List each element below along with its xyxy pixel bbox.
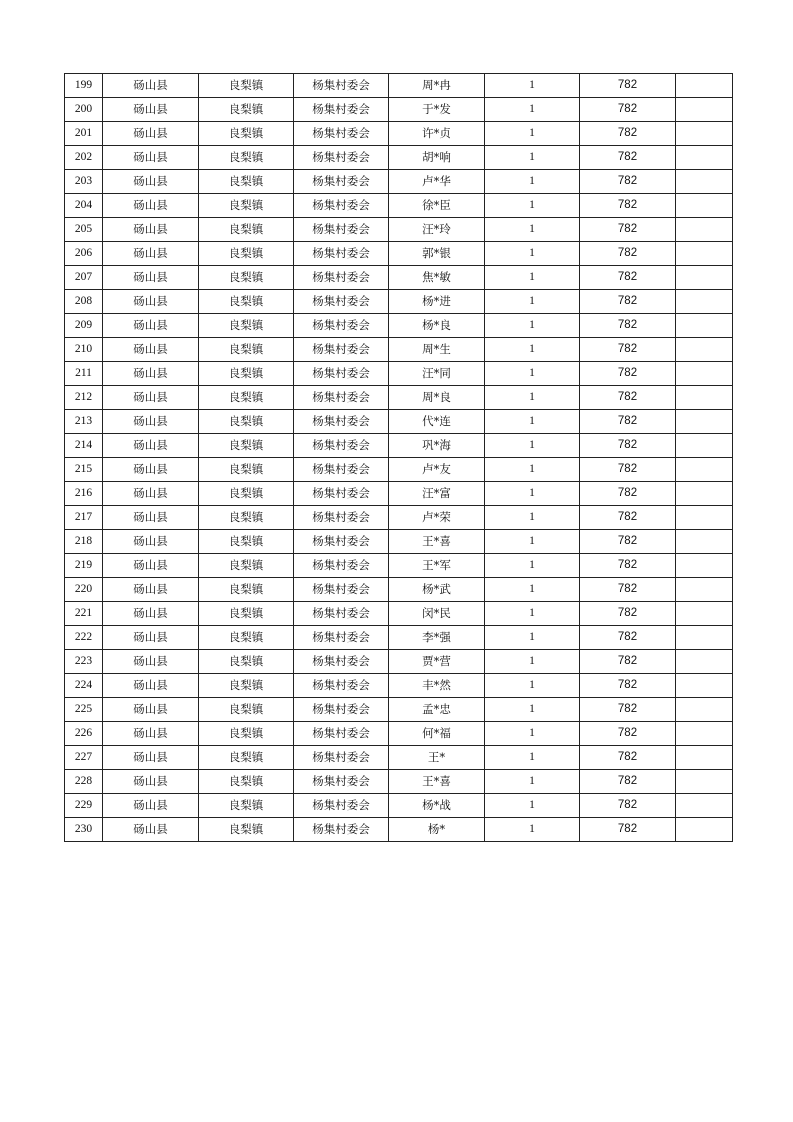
row-number-cell: 209 xyxy=(65,314,103,338)
person-name-cell: 于*发 xyxy=(389,98,485,122)
village-cell: 杨集村委会 xyxy=(294,506,389,530)
village-cell: 杨集村委会 xyxy=(294,458,389,482)
table-row xyxy=(65,698,733,722)
amount-cell: 782 xyxy=(580,266,676,290)
note-cell xyxy=(676,170,733,194)
amount-cell: 782 xyxy=(580,506,676,530)
person-name-cell: 许*贞 xyxy=(389,122,485,146)
row-number-cell: 215 xyxy=(65,458,103,482)
county-cell: 砀山县 xyxy=(103,794,199,818)
table-row xyxy=(65,554,733,578)
person-name-cell: 卢*友 xyxy=(389,458,485,482)
town-cell: 良梨镇 xyxy=(199,314,294,338)
town-cell: 良梨镇 xyxy=(199,650,294,674)
county-cell: 砀山县 xyxy=(103,146,199,170)
row-number-cell: 211 xyxy=(65,362,103,386)
note-cell xyxy=(676,578,733,602)
village-cell: 杨集村委会 xyxy=(294,362,389,386)
person-name-cell: 汪*富 xyxy=(389,482,485,506)
count-cell: 1 xyxy=(485,410,580,434)
note-cell xyxy=(676,650,733,674)
town-cell: 良梨镇 xyxy=(199,218,294,242)
town-cell: 良梨镇 xyxy=(199,578,294,602)
county-cell: 砀山县 xyxy=(103,434,199,458)
row-number-cell: 219 xyxy=(65,554,103,578)
person-name-cell: 周*生 xyxy=(389,338,485,362)
amount-cell: 782 xyxy=(580,482,676,506)
amount-cell: 782 xyxy=(580,794,676,818)
person-name-cell: 何*福 xyxy=(389,722,485,746)
amount-cell: 782 xyxy=(580,386,676,410)
count-cell: 1 xyxy=(485,578,580,602)
county-cell: 砀山县 xyxy=(103,818,199,842)
row-number-cell: 206 xyxy=(65,242,103,266)
row-number-cell: 225 xyxy=(65,698,103,722)
person-name-cell: 杨*良 xyxy=(389,314,485,338)
town-cell: 良梨镇 xyxy=(199,626,294,650)
county-cell: 砀山县 xyxy=(103,770,199,794)
note-cell xyxy=(676,722,733,746)
amount-cell: 782 xyxy=(580,458,676,482)
table-row xyxy=(65,314,733,338)
person-name-cell: 杨*进 xyxy=(389,290,485,314)
village-cell: 杨集村委会 xyxy=(294,218,389,242)
county-cell: 砀山县 xyxy=(103,410,199,434)
amount-cell: 782 xyxy=(580,122,676,146)
town-cell: 良梨镇 xyxy=(199,410,294,434)
town-cell: 良梨镇 xyxy=(199,242,294,266)
count-cell: 1 xyxy=(485,98,580,122)
row-number-cell: 201 xyxy=(65,122,103,146)
table-row xyxy=(65,242,733,266)
count-cell: 1 xyxy=(485,650,580,674)
table-row xyxy=(65,122,733,146)
table-row xyxy=(65,650,733,674)
village-cell: 杨集村委会 xyxy=(294,818,389,842)
county-cell: 砀山县 xyxy=(103,554,199,578)
count-cell: 1 xyxy=(485,74,580,98)
table-row xyxy=(65,722,733,746)
amount-cell: 782 xyxy=(580,818,676,842)
town-cell: 良梨镇 xyxy=(199,770,294,794)
count-cell: 1 xyxy=(485,362,580,386)
town-cell: 良梨镇 xyxy=(199,434,294,458)
person-name-cell: 汪*同 xyxy=(389,362,485,386)
person-name-cell: 王*喜 xyxy=(389,530,485,554)
table-row xyxy=(65,146,733,170)
row-number-cell: 210 xyxy=(65,338,103,362)
village-cell: 杨集村委会 xyxy=(294,410,389,434)
table-row xyxy=(65,458,733,482)
amount-cell: 782 xyxy=(580,578,676,602)
amount-cell: 782 xyxy=(580,722,676,746)
county-cell: 砀山县 xyxy=(103,218,199,242)
count-cell: 1 xyxy=(485,602,580,626)
table-row xyxy=(65,530,733,554)
table-row xyxy=(65,794,733,818)
town-cell: 良梨镇 xyxy=(199,338,294,362)
count-cell: 1 xyxy=(485,386,580,410)
count-cell: 1 xyxy=(485,218,580,242)
village-cell: 杨集村委会 xyxy=(294,98,389,122)
person-name-cell: 胡*响 xyxy=(389,146,485,170)
town-cell: 良梨镇 xyxy=(199,818,294,842)
count-cell: 1 xyxy=(485,794,580,818)
row-number-cell: 222 xyxy=(65,626,103,650)
town-cell: 良梨镇 xyxy=(199,266,294,290)
town-cell: 良梨镇 xyxy=(199,290,294,314)
count-cell: 1 xyxy=(485,698,580,722)
table-row xyxy=(65,746,733,770)
row-number-cell: 223 xyxy=(65,650,103,674)
village-cell: 杨集村委会 xyxy=(294,674,389,698)
county-cell: 砀山县 xyxy=(103,290,199,314)
table-row xyxy=(65,602,733,626)
county-cell: 砀山县 xyxy=(103,650,199,674)
note-cell xyxy=(676,74,733,98)
town-cell: 良梨镇 xyxy=(199,794,294,818)
village-cell: 杨集村委会 xyxy=(294,746,389,770)
village-cell: 杨集村委会 xyxy=(294,74,389,98)
village-cell: 杨集村委会 xyxy=(294,554,389,578)
row-number-cell: 217 xyxy=(65,506,103,530)
amount-cell: 782 xyxy=(580,98,676,122)
town-cell: 良梨镇 xyxy=(199,722,294,746)
row-number-cell: 229 xyxy=(65,794,103,818)
count-cell: 1 xyxy=(485,626,580,650)
village-cell: 杨集村委会 xyxy=(294,626,389,650)
town-cell: 良梨镇 xyxy=(199,386,294,410)
town-cell: 良梨镇 xyxy=(199,746,294,770)
village-cell: 杨集村委会 xyxy=(294,794,389,818)
person-name-cell: 徐*臣 xyxy=(389,194,485,218)
table-row xyxy=(65,386,733,410)
table-row xyxy=(65,818,733,842)
note-cell xyxy=(676,770,733,794)
note-cell xyxy=(676,482,733,506)
amount-cell: 782 xyxy=(580,674,676,698)
note-cell xyxy=(676,626,733,650)
person-name-cell: 闵*民 xyxy=(389,602,485,626)
amount-cell: 782 xyxy=(580,242,676,266)
amount-cell: 782 xyxy=(580,314,676,338)
table-row xyxy=(65,362,733,386)
amount-cell: 782 xyxy=(580,218,676,242)
count-cell: 1 xyxy=(485,242,580,266)
town-cell: 良梨镇 xyxy=(199,194,294,218)
count-cell: 1 xyxy=(485,746,580,770)
count-cell: 1 xyxy=(485,434,580,458)
village-cell: 杨集村委会 xyxy=(294,194,389,218)
note-cell xyxy=(676,218,733,242)
person-name-cell: 王*军 xyxy=(389,554,485,578)
county-cell: 砀山县 xyxy=(103,674,199,698)
person-name-cell: 丰*然 xyxy=(389,674,485,698)
person-name-cell: 卢*荣 xyxy=(389,506,485,530)
note-cell xyxy=(676,746,733,770)
row-number-cell: 227 xyxy=(65,746,103,770)
row-number-cell: 221 xyxy=(65,602,103,626)
village-cell: 杨集村委会 xyxy=(294,122,389,146)
village-cell: 杨集村委会 xyxy=(294,242,389,266)
village-cell: 杨集村委会 xyxy=(294,314,389,338)
note-cell xyxy=(676,506,733,530)
table-row xyxy=(65,770,733,794)
count-cell: 1 xyxy=(485,290,580,314)
count-cell: 1 xyxy=(485,506,580,530)
table-row xyxy=(65,410,733,434)
note-cell xyxy=(676,410,733,434)
village-cell: 杨集村委会 xyxy=(294,266,389,290)
village-cell: 杨集村委会 xyxy=(294,530,389,554)
table-row xyxy=(65,434,733,458)
table-row xyxy=(65,290,733,314)
village-cell: 杨集村委会 xyxy=(294,770,389,794)
row-number-cell: 213 xyxy=(65,410,103,434)
note-cell xyxy=(676,458,733,482)
county-cell: 砀山县 xyxy=(103,266,199,290)
count-cell: 1 xyxy=(485,722,580,746)
row-number-cell: 230 xyxy=(65,818,103,842)
town-cell: 良梨镇 xyxy=(199,362,294,386)
count-cell: 1 xyxy=(485,770,580,794)
village-cell: 杨集村委会 xyxy=(294,338,389,362)
amount-cell: 782 xyxy=(580,170,676,194)
person-name-cell: 孟*忠 xyxy=(389,698,485,722)
amount-cell: 782 xyxy=(580,602,676,626)
row-number-cell: 212 xyxy=(65,386,103,410)
person-name-cell: 代*连 xyxy=(389,410,485,434)
county-cell: 砀山县 xyxy=(103,746,199,770)
person-name-cell: 杨*武 xyxy=(389,578,485,602)
count-cell: 1 xyxy=(485,170,580,194)
row-number-cell: 226 xyxy=(65,722,103,746)
town-cell: 良梨镇 xyxy=(199,674,294,698)
note-cell xyxy=(676,602,733,626)
roster-table-container xyxy=(64,73,733,842)
note-cell xyxy=(676,794,733,818)
amount-cell: 782 xyxy=(580,698,676,722)
amount-cell: 782 xyxy=(580,626,676,650)
note-cell xyxy=(676,314,733,338)
note-cell xyxy=(676,122,733,146)
count-cell: 1 xyxy=(485,674,580,698)
note-cell xyxy=(676,362,733,386)
count-cell: 1 xyxy=(485,458,580,482)
person-name-cell: 巩*海 xyxy=(389,434,485,458)
table-row xyxy=(65,194,733,218)
count-cell: 1 xyxy=(485,482,580,506)
row-number-cell: 202 xyxy=(65,146,103,170)
amount-cell: 782 xyxy=(580,146,676,170)
county-cell: 砀山县 xyxy=(103,314,199,338)
note-cell xyxy=(676,266,733,290)
note-cell xyxy=(676,818,733,842)
table-row xyxy=(65,626,733,650)
village-cell: 杨集村委会 xyxy=(294,386,389,410)
note-cell xyxy=(676,290,733,314)
row-number-cell: 204 xyxy=(65,194,103,218)
person-name-cell: 李*强 xyxy=(389,626,485,650)
row-number-cell: 207 xyxy=(65,266,103,290)
amount-cell: 782 xyxy=(580,530,676,554)
town-cell: 良梨镇 xyxy=(199,146,294,170)
amount-cell: 782 xyxy=(580,650,676,674)
town-cell: 良梨镇 xyxy=(199,98,294,122)
table-row xyxy=(65,98,733,122)
amount-cell: 782 xyxy=(580,362,676,386)
village-cell: 杨集村委会 xyxy=(294,146,389,170)
note-cell xyxy=(676,242,733,266)
count-cell: 1 xyxy=(485,266,580,290)
note-cell xyxy=(676,386,733,410)
town-cell: 良梨镇 xyxy=(199,170,294,194)
table-row xyxy=(65,218,733,242)
person-name-cell: 郭*银 xyxy=(389,242,485,266)
person-name-cell: 焦*敏 xyxy=(389,266,485,290)
note-cell xyxy=(676,674,733,698)
town-cell: 良梨镇 xyxy=(199,458,294,482)
table-row xyxy=(65,674,733,698)
note-cell xyxy=(676,434,733,458)
village-cell: 杨集村委会 xyxy=(294,650,389,674)
county-cell: 砀山县 xyxy=(103,602,199,626)
note-cell xyxy=(676,146,733,170)
amount-cell: 782 xyxy=(580,410,676,434)
row-number-cell: 220 xyxy=(65,578,103,602)
amount-cell: 782 xyxy=(580,746,676,770)
county-cell: 砀山县 xyxy=(103,530,199,554)
note-cell xyxy=(676,698,733,722)
amount-cell: 782 xyxy=(580,338,676,362)
county-cell: 砀山县 xyxy=(103,626,199,650)
row-number-cell: 216 xyxy=(65,482,103,506)
county-cell: 砀山县 xyxy=(103,482,199,506)
count-cell: 1 xyxy=(485,818,580,842)
town-cell: 良梨镇 xyxy=(199,554,294,578)
row-number-cell: 199 xyxy=(65,74,103,98)
row-number-cell: 228 xyxy=(65,770,103,794)
amount-cell: 782 xyxy=(580,290,676,314)
town-cell: 良梨镇 xyxy=(199,602,294,626)
note-cell xyxy=(676,98,733,122)
note-cell xyxy=(676,530,733,554)
person-name-cell: 卢*华 xyxy=(389,170,485,194)
row-number-cell: 208 xyxy=(65,290,103,314)
row-number-cell: 218 xyxy=(65,530,103,554)
county-cell: 砀山县 xyxy=(103,722,199,746)
count-cell: 1 xyxy=(485,314,580,338)
village-cell: 杨集村委会 xyxy=(294,482,389,506)
county-cell: 砀山县 xyxy=(103,170,199,194)
note-cell xyxy=(676,554,733,578)
village-cell: 杨集村委会 xyxy=(294,170,389,194)
roster-table-body xyxy=(65,74,733,842)
county-cell: 砀山县 xyxy=(103,242,199,266)
count-cell: 1 xyxy=(485,554,580,578)
row-number-cell: 224 xyxy=(65,674,103,698)
person-name-cell: 汪*玲 xyxy=(389,218,485,242)
county-cell: 砀山县 xyxy=(103,386,199,410)
table-row xyxy=(65,338,733,362)
county-cell: 砀山县 xyxy=(103,194,199,218)
village-cell: 杨集村委会 xyxy=(294,290,389,314)
count-cell: 1 xyxy=(485,194,580,218)
county-cell: 砀山县 xyxy=(103,338,199,362)
person-name-cell: 王*喜 xyxy=(389,770,485,794)
village-cell: 杨集村委会 xyxy=(294,578,389,602)
town-cell: 良梨镇 xyxy=(199,122,294,146)
count-cell: 1 xyxy=(485,338,580,362)
person-name-cell: 周*冉 xyxy=(389,74,485,98)
table-row xyxy=(65,266,733,290)
county-cell: 砀山县 xyxy=(103,578,199,602)
table-row xyxy=(65,170,733,194)
town-cell: 良梨镇 xyxy=(199,74,294,98)
town-cell: 良梨镇 xyxy=(199,482,294,506)
village-cell: 杨集村委会 xyxy=(294,698,389,722)
county-cell: 砀山县 xyxy=(103,506,199,530)
town-cell: 良梨镇 xyxy=(199,506,294,530)
table-row xyxy=(65,74,733,98)
person-name-cell: 杨* xyxy=(389,818,485,842)
village-cell: 杨集村委会 xyxy=(294,434,389,458)
amount-cell: 782 xyxy=(580,194,676,218)
roster-table xyxy=(64,73,733,842)
note-cell xyxy=(676,194,733,218)
table-row xyxy=(65,506,733,530)
amount-cell: 782 xyxy=(580,554,676,578)
row-number-cell: 214 xyxy=(65,434,103,458)
county-cell: 砀山县 xyxy=(103,458,199,482)
person-name-cell: 王* xyxy=(389,746,485,770)
count-cell: 1 xyxy=(485,122,580,146)
amount-cell: 782 xyxy=(580,434,676,458)
count-cell: 1 xyxy=(485,146,580,170)
village-cell: 杨集村委会 xyxy=(294,722,389,746)
count-cell: 1 xyxy=(485,530,580,554)
person-name-cell: 杨*战 xyxy=(389,794,485,818)
note-cell xyxy=(676,338,733,362)
amount-cell: 782 xyxy=(580,770,676,794)
town-cell: 良梨镇 xyxy=(199,698,294,722)
table-row xyxy=(65,482,733,506)
county-cell: 砀山县 xyxy=(103,122,199,146)
county-cell: 砀山县 xyxy=(103,698,199,722)
county-cell: 砀山县 xyxy=(103,362,199,386)
row-number-cell: 205 xyxy=(65,218,103,242)
village-cell: 杨集村委会 xyxy=(294,602,389,626)
amount-cell: 782 xyxy=(580,74,676,98)
row-number-cell: 200 xyxy=(65,98,103,122)
table-row xyxy=(65,578,733,602)
town-cell: 良梨镇 xyxy=(199,530,294,554)
person-name-cell: 贾*营 xyxy=(389,650,485,674)
row-number-cell: 203 xyxy=(65,170,103,194)
county-cell: 砀山县 xyxy=(103,74,199,98)
county-cell: 砀山县 xyxy=(103,98,199,122)
person-name-cell: 周*良 xyxy=(389,386,485,410)
